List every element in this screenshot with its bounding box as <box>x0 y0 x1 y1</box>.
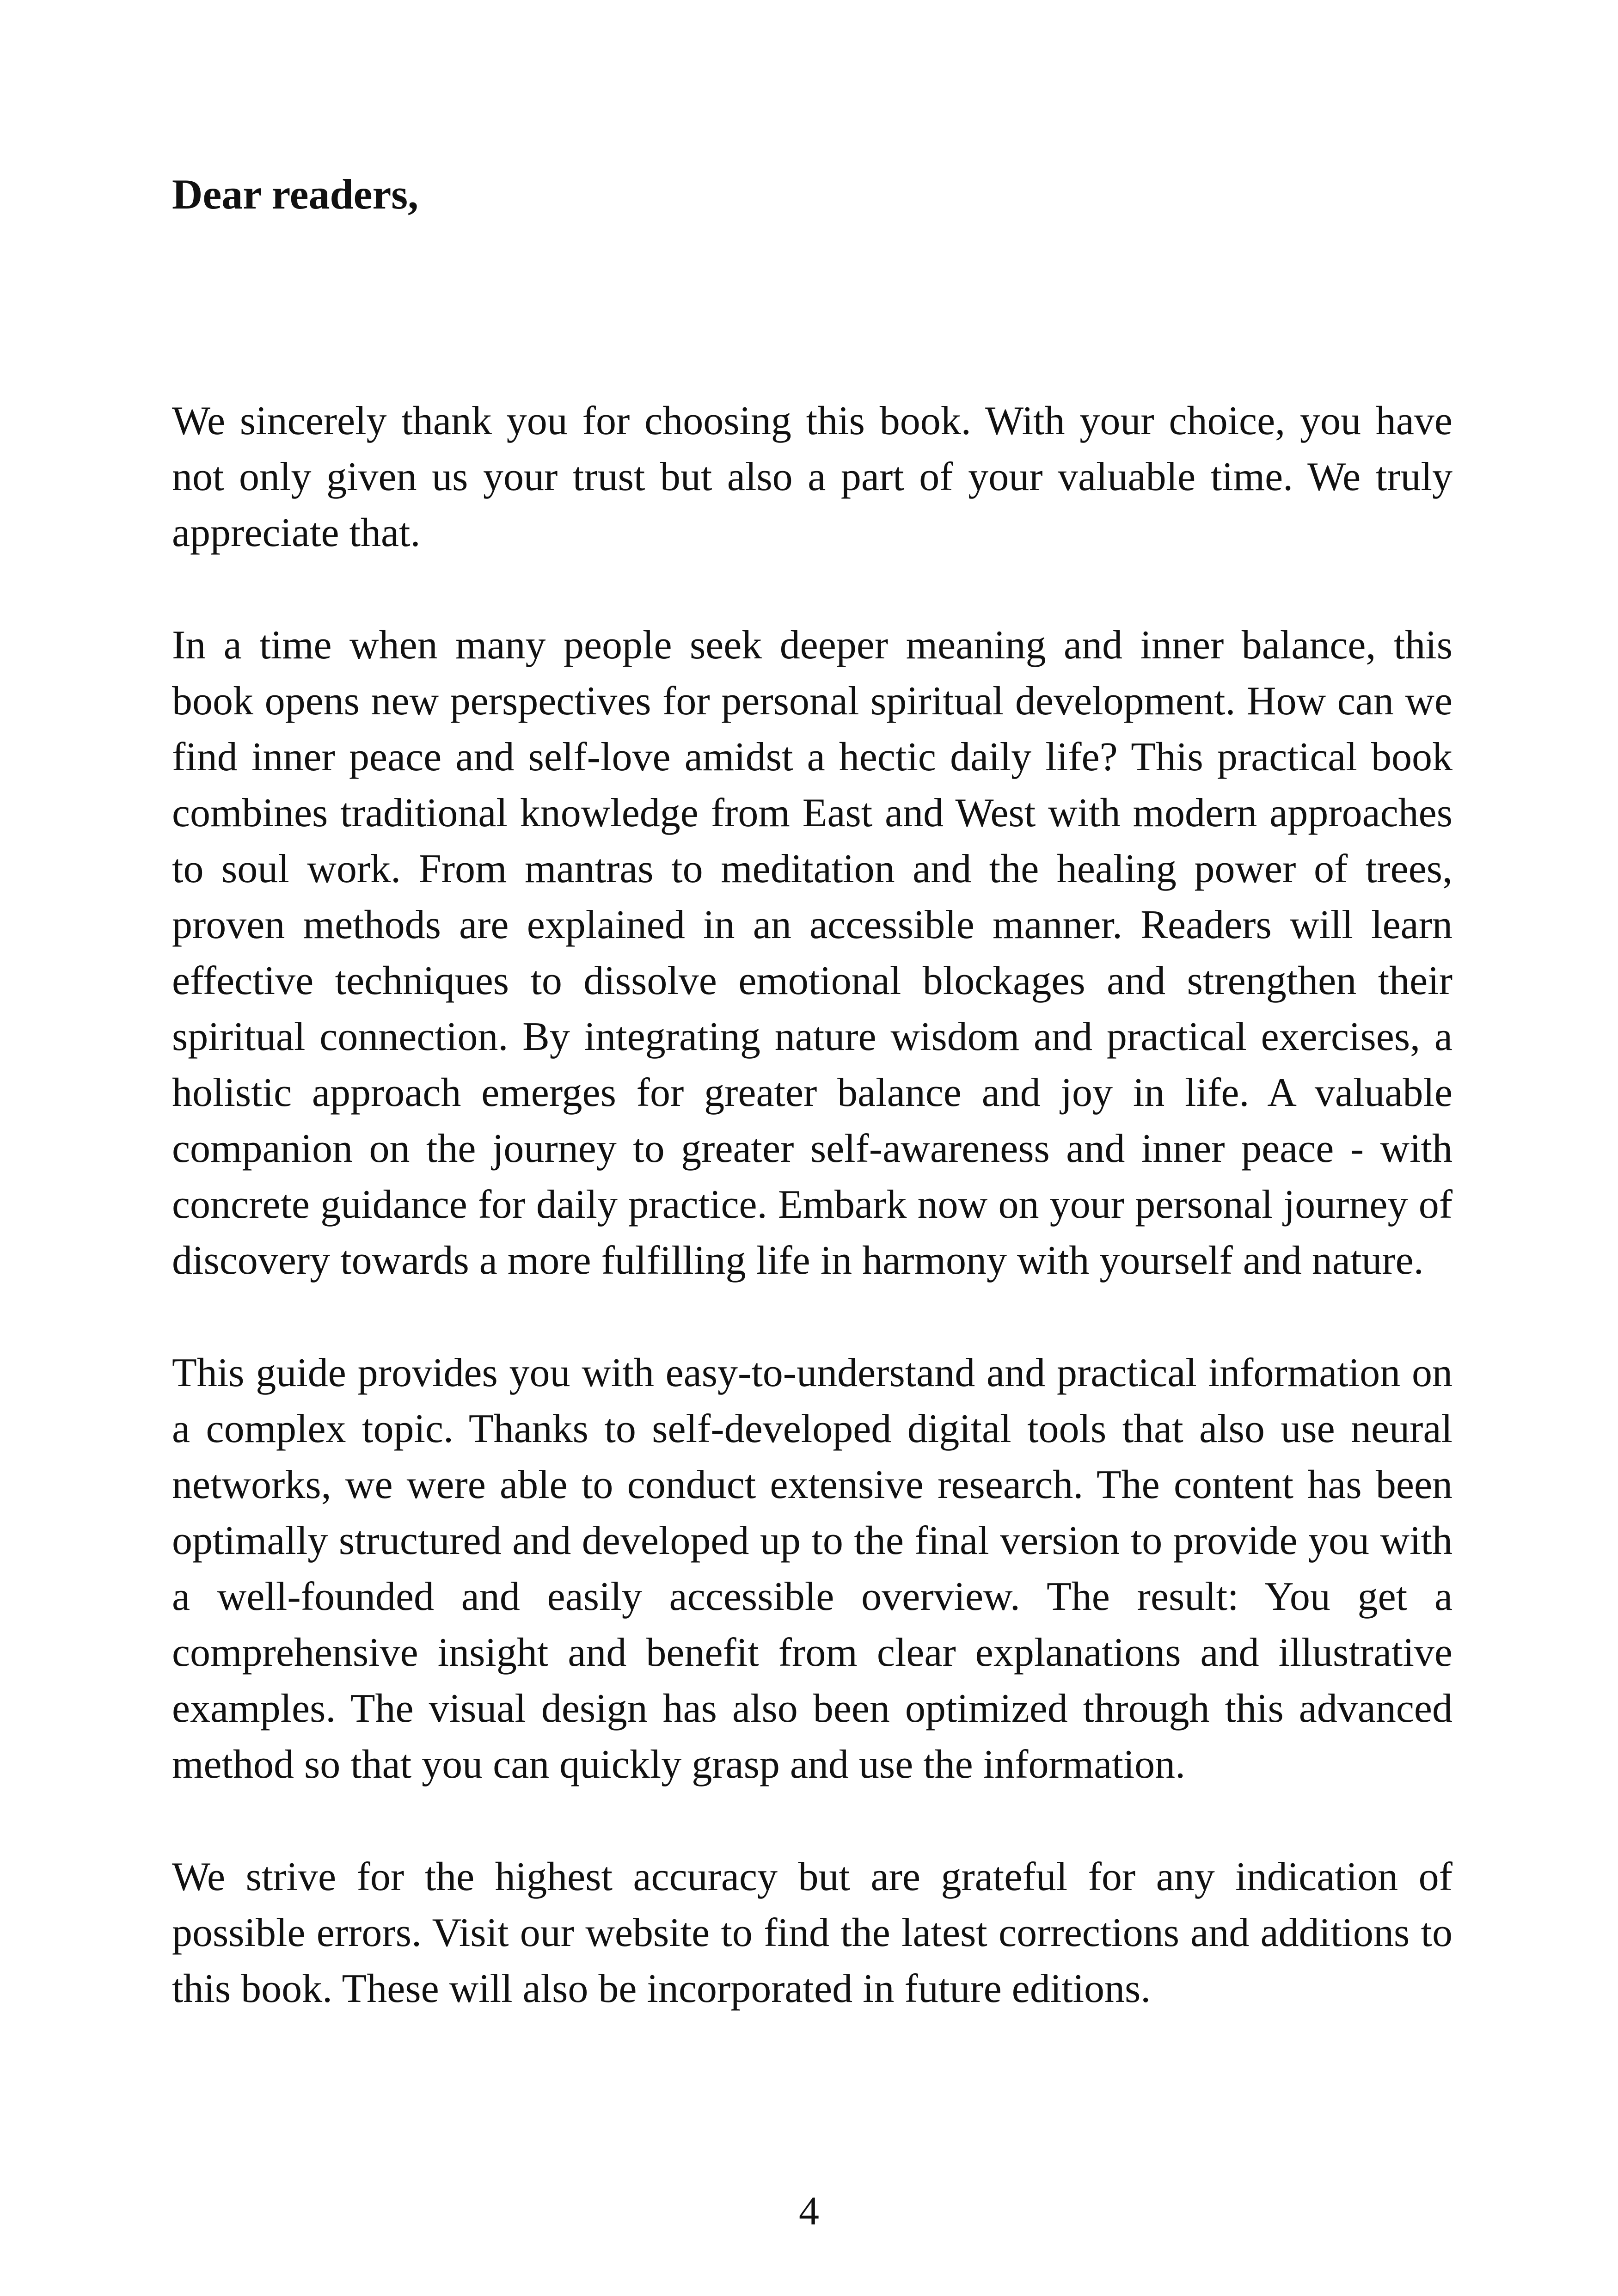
paragraph-gap <box>172 1289 1453 1345</box>
paragraph-gap <box>172 561 1453 617</box>
greeting-heading: Dear readers, <box>172 171 419 218</box>
page-content <box>172 166 1453 2017</box>
paragraph-book-description: In a time when many people seek deeper meaning and inner balance, this book opens new perspectives for personal spiritual development. How can we find inner peace and self-love amidst a hectic daily life? This practical book combines traditional knowledge from East and West with modern approaches to soul work. From mantras to meditation and the healing power of trees, proven methods are explained in an accessible manner. Readers will learn effective techniques to dissolve emotional blockages and strengthen their spiritual connection. By integrating nature wisdom and practical exercises, a holistic approach emerges for greater balance and joy in life. A valuable companion on the journey to greater self-awareness and inner peace - with concrete guidance for daily practice. Embark now on your personal journey of discovery towards a more fulfilling life in harmony with yourself and nature. <box>172 623 1453 1283</box>
page-number: 4 <box>799 2189 819 2234</box>
paragraph-accuracy: We strive for the highest accuracy but are grateful for any indication of possible errors. Visit our website to find the latest corrections and additions to this book. These will also be incorporated in future editions. <box>172 1854 1453 2011</box>
paragraph-gap <box>172 1793 1453 1849</box>
paragraph-guide-method: This guide provides you with easy-to-understand and practical information on a complex topic. Thanks to self-developed digital tools that also use neural networks, we were able to conduct extensive research. The content has been optimally structured and developed up to the final version to provide you with a well-founded and easily accessible overview. The result: You get a comprehensive insight and benefit from clear explanations and illustrative examples. The visual design has also been optimized through this advanced method so that you can quickly grasp and use the information. <box>172 1351 1453 1787</box>
paragraph-thanks: We sincerely thank you for choosing this book. With your choice, you have not only given us your trust but also a part of your valuable time. We truly appreciate that. <box>172 399 1453 555</box>
